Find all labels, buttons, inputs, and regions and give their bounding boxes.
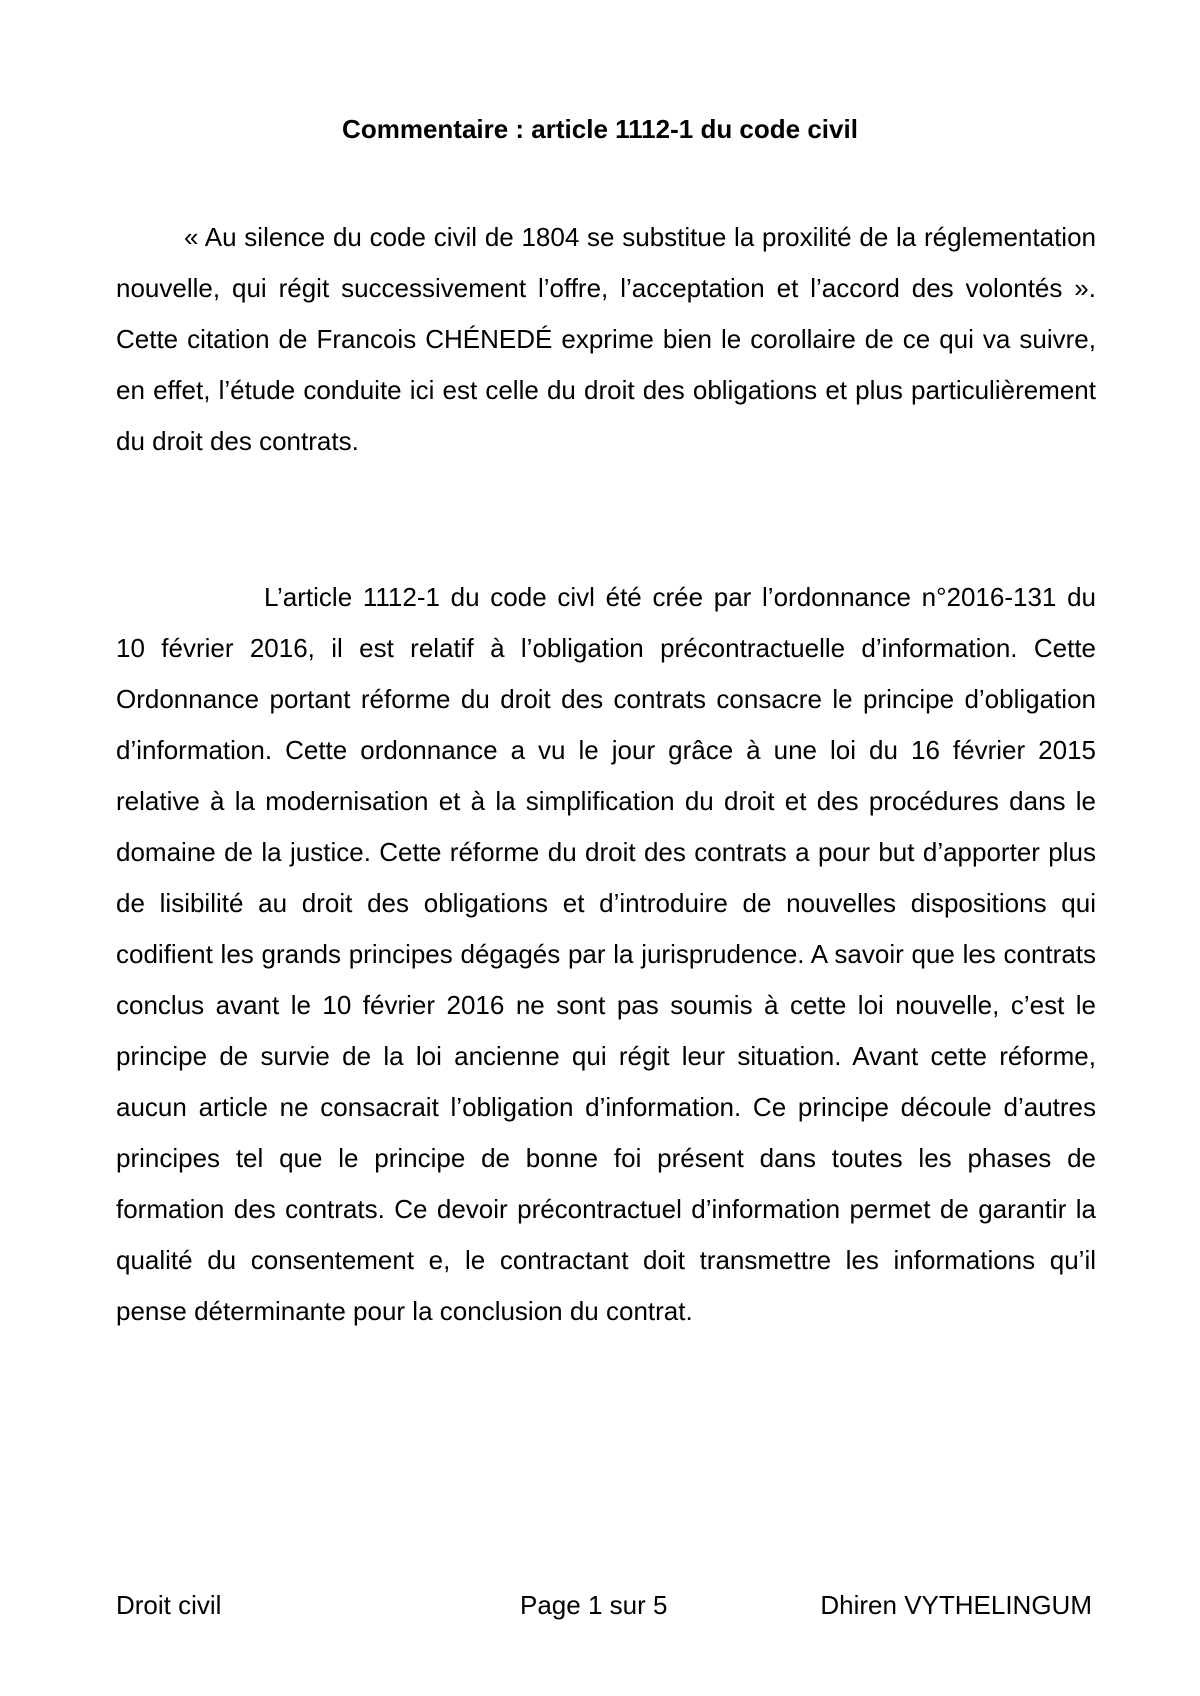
paragraph-introduction: « Au silence du code civil de 1804 se substitue la proxilité de la réglementation nouvelle, qui régit successivement l’offre, l’acceptation et l’accord des volontés ». Cette citation de Francois CHÉNEDÉ exprime bien le corollaire de ce qui va suivre, en effet, l’étude conduite ici est celle du droit des obligations et plus particulièrement du droit des contrats. [116,222,1096,456]
document-title: Commentaire : article 1112-1 du code civil [342,114,858,144]
footer-subject: Droit civil [116,1590,222,1620]
footer-page-number: Page 1 sur 5 [520,1590,668,1620]
footer-author: Dhiren VYTHELINGUM [820,1590,1092,1620]
paragraph-context: L’article 1112-1 du code civl été crée par l’ordonnance n°2016-131 du 10 février 2016, il est relatif à l’obligation précontractuelle d’information. Cette Ordonnance portant réforme du droit des contrats consacre le principe d’obligation d’information. Cette ordonnance a vu le jour grâce à une loi du 16 février 2015 relative à la modernisation et à la simplification du droit et des procédures dans le domaine de la justice. Cette réforme du droit des contrats a pour but d’apporter plus de lisibilité au droit des obligations et d’introduire de nouvelles dispositions qui codifient les grands principes dégagés par la jurisprudence. A savoir que les contrats conclus avant le 10 février 2016 ne sont pas soumis à cette loi nouvelle, c’est le principe de survie de la loi ancienne qui régit leur situation. Avant cette réforme, aucun article ne consacrait l’obligation d’information. Ce principe découle d’autres principes tel que le principe de bonne foi présent dans toutes les phases de formation des contrats. Ce devoir précontractuel d’information permet de garantir la qualité du consentement e, le contractant doit transmettre les informations qu’il pense déterminante pour la conclusion du contrat. [116,582,1096,1326]
